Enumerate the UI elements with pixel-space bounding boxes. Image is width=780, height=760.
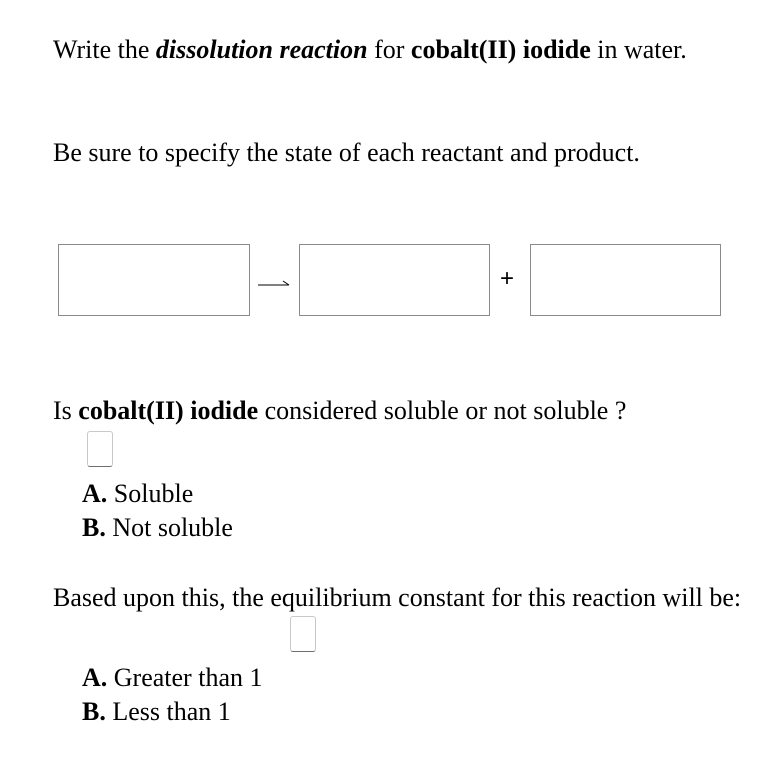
- option-letter: A.: [82, 663, 108, 692]
- question1-prefix: Write the: [53, 35, 156, 64]
- solubility-options: [82, 477, 233, 545]
- option-letter: B.: [82, 697, 106, 726]
- question1-emphasis: dissolution reaction: [155, 35, 368, 64]
- equilibrium-option-b: [82, 695, 262, 729]
- option-label: Not soluble: [112, 513, 233, 542]
- equilibrium-option-a: [82, 661, 262, 695]
- question-state-instruction: Be sure to specify the state of each reactant and product.: [53, 138, 640, 167]
- question3-compound: cobalt(II) iodide: [78, 396, 259, 425]
- solubility-option-b: [82, 511, 233, 545]
- reaction-arrow-icon: [257, 275, 291, 289]
- option-label: Greater than 1: [113, 663, 263, 692]
- question1-suffix: in water.: [590, 35, 687, 64]
- option-label: Soluble: [113, 479, 194, 508]
- plus-sign: +: [500, 265, 515, 292]
- equilibrium-options: [82, 661, 262, 729]
- question3-suffix: considered soluble or not soluble ?: [258, 396, 627, 425]
- equilibrium-answer-dropdown[interactable]: [290, 616, 316, 652]
- product2-input[interactable]: [530, 244, 721, 316]
- question1-middle: for: [367, 35, 411, 64]
- question-dissolution: [53, 33, 743, 67]
- question-equilibrium: Based upon this, the equilibrium constant for this reaction will be:: [53, 583, 742, 612]
- question-solubility: [53, 394, 753, 428]
- option-letter: B.: [82, 513, 106, 542]
- question3-prefix: Is: [53, 396, 79, 425]
- solubility-option-a: [82, 477, 233, 511]
- product1-input[interactable]: [299, 244, 490, 316]
- solubility-answer-dropdown[interactable]: [87, 431, 113, 467]
- question1-compound: cobalt(II) iodide: [410, 35, 591, 64]
- option-letter: A.: [82, 479, 108, 508]
- reactant-input[interactable]: [58, 244, 250, 316]
- option-label: Less than 1: [112, 697, 231, 726]
